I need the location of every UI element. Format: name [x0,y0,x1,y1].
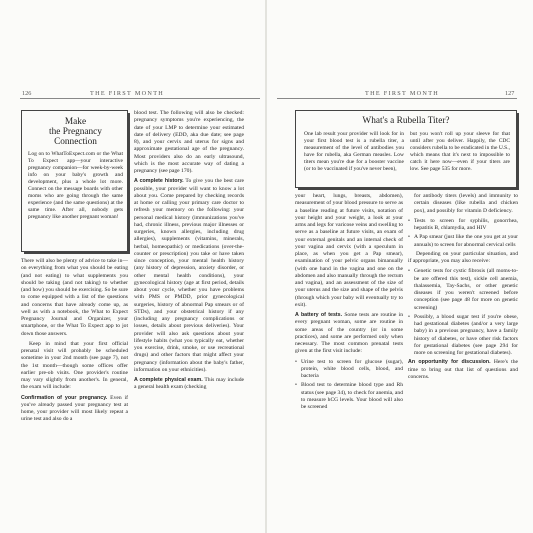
left-column-2 [134,110,244,395]
rubella-text-b: but you won't roll up your sleeve for that until after you deliver. Happily, the CDC considers rubella to be eradicated in the U.S., which means that it's next to impossible to catch it here now—even if your titers are low. See page 535 for more. [410,131,510,172]
rubella-text-a: One lab result your provider will look for in your first blood test is a rubella titer, a measurement of the level of antibodies you have for rubella, aka German measles. Low titers mean you're due for a booster vaccine (or to be vaccinated if you've never been), [304,131,404,172]
left-column-1 [21,258,128,427]
rubella-title: What's a Rubella Titer? [362,116,450,126]
paragraph: blood test. The following will also be checked: pregnancy symptoms you're experiencing, the date of your LMP to determine your estimated date of delivery (EDD, aka due date; see page 8), and your cervix and uterus for signs and approximate gestational age of the pregnancy. Most providers also do an early ultrasound, which is the most accurate way of dating a pregnancy (see page 170). [134,110,244,174]
rubella-sidebar-box [295,110,517,188]
sidebar-box [21,110,128,252]
section-heading: A complete history. [134,178,184,185]
header-rule [277,98,517,99]
right-page [267,0,533,533]
section-heading: An opportunity for discussion. [408,359,491,366]
sidebar-title-line1: Make [64,117,87,127]
sidebar-title-line2: the Pregnancy [49,127,102,137]
paragraph: Here's the time to bring out that list of questions and concerns. [408,359,518,380]
paragraph: Even if you've already passed your pregnancy test at home, your provider will most likely repeat a urine test and also do a [21,394,128,423]
section-heading: A complete physical exam. [134,377,203,383]
header-rule [20,98,260,99]
list-item: • Tests to screen for syphilis, gonorrhea, hepatitis B, chlamydia, and HIV [408,217,518,231]
running-head: THE FIRST MONTH [365,90,440,97]
section-heading: A battery of tests. [295,312,343,318]
paragraph: Keep in mind that your first official prenatal visit will probably be scheduled sometime in your 2nd month (see page 7), not the 1st month—though some offices offer earlier pre-ob visits. One provider's routine may vary slightly from another's. In general, the exam will include: [21,340,128,391]
paragraph: There will also be plenty of advice to take in—on everything from what you should be eating (and not eating) to what supplements you should be taking (and not taking) to whether (and how) you should be exercising. So be sure to come equipped with a list of the questions and concerns that have already come up, as well as with a notebook, the What to Expect Pregnancy Journal and Organizer, your smartphone, or the What To Expect app to jot down those answers. [21,258,128,337]
paragraph: To give you the best care possible, your provider will want to know a lot about you. Come prepared by checking records at home or calling your primary care doctor to refresh your memory on the following: your personal medical history (immunizations you've had, chronic illness, previous major illnesses or surgeries, known allergies, including drug allergies), supplements (vitamins, minerals, herbal, homeopathic) or medications (over-the-counter or prescription) you take or have taken since conception, your mental health history (any history of depression, anxiety disorder, or other mental health conditions), your gynecological history (age at first period, details about your cycle, whether you have problems with PMS or PMDD, prior gynecological surgeries, history of abnormal Pap smears or of STDs), and your obstetrical history if any (including any pregnancy complications or losses, details about previous deliveries). Your provider will also ask questions about your lifestyle habits (what you typically eat, whether you exercise, drink, smoke, or use recreational drugs) and other factors that might affect your pregnancy (information about the baby's father, information on your ethnicities). [134,178,244,373]
list-item: • Blood test to determine blood type and Rh status (see page 34), to check for anemia, and to measure hCG levels. Your blood will also be screened [295,382,403,410]
right-column-2 [408,193,518,384]
right-column-1 [295,193,403,413]
paragraph: Depending on your particular situation, and if appropriate, you may also receive: [408,250,518,264]
paragraph: your heart, lungs, breasts, abdomen), measurement of your blood pressure to serve as a baseline reading at future visits, notation of your height and your weight, a look at your arms and legs for varicose veins and swelling to serve as a baseline at future visits, an exam of your external genitals and an internal check of your vagina and cervix (with a speculum in place, as when you get a Pap smear), examination of your pelvic organs bimanually (with one hand in the vagina and one on the abdomen and also manually through the rectum and vagina), and an assessment of the size of your uterus and the size and shape of the pelvis (through which your baby will eventually try to exit). [295,193,403,308]
page-number: 126 [22,90,32,97]
sidebar-title-line3: Connection [54,137,97,147]
list-item: • Urine test to screen for glucose (sugar), protein, white blood cells, blood, and bacteria [295,358,403,379]
list-item: • Genetic tests for cystic fibrosis (all moms-to-be are offered this test), sickle cell anemia, thalassemia, Tay-Sachs, or other genetic diseases if you weren't screened before conception (see page 48 for more on genetic screening) [408,268,518,311]
list-item: • Possibly, a blood sugar test if you're obese, had gestational diabetes (and/or a very large baby) in a previous pregnancy, have a family history of diabetes, or have other risk factors for gestational diabetes (see page 294 for more on screening for gestational diabetes). [408,313,518,356]
left-page [0,0,266,533]
section-heading: Confirmation of your pregnancy. [21,394,108,401]
paragraph: This may include a general health exam (checking [134,377,244,391]
list-item: • A Pap smear (just like the one you get at your annuals) to screen for abnormal cervical cells [408,234,518,248]
sidebar-body: Log on to WhatToExpect.com or the What To Expect app—your interactive pregnancy companion—for week-by-week info on your baby's growth and development, plus a whole lot more. Connect on the message boards with other moms who are going through the same experience (and the same questions) at the same time. After all, nobody gets pregnancy like another pregnant woman! [28,151,123,220]
page-number: 127 [505,90,515,97]
paragraph: Some tests are routine in every pregnant woman, some are routine in some areas of the country (or in some practices), and some are performed only when necessary. The most common prenatal tests given at the first visit include: [295,312,403,355]
running-head: THE FIRST MONTH [90,90,165,97]
paragraph: for antibody titers (levels) and immunity to certain diseases (like rubella and chicken pox), and possibly for vitamin D deficiency. [414,193,518,214]
